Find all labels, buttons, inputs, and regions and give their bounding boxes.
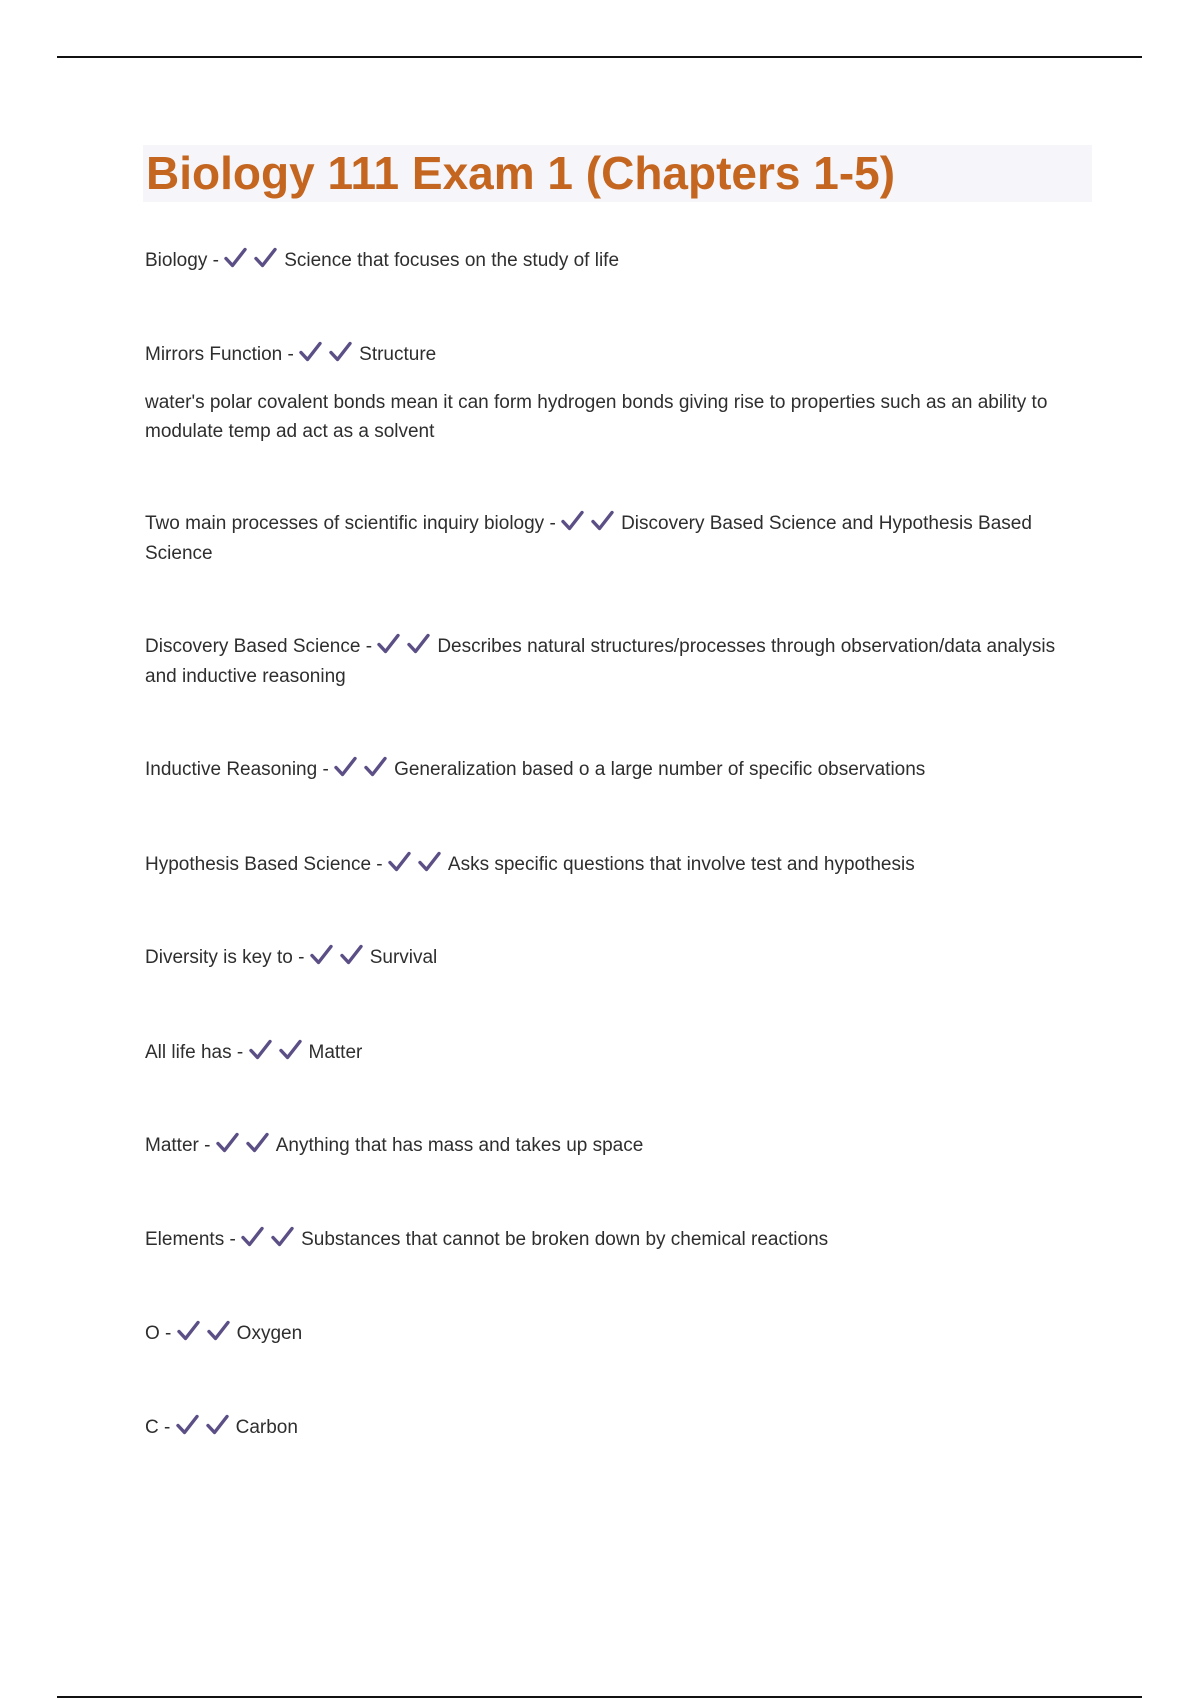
checkmark-icon: [279, 1039, 302, 1061]
flashcard-definition: Science that focuses on the study of life: [284, 250, 620, 271]
flashcard-definition: Anything that has mass and takes up space: [275, 1135, 644, 1156]
checkmark-icon: [561, 510, 584, 532]
term-separator: -: [207, 250, 225, 271]
flashcard-definition: Oxygen: [236, 1323, 303, 1344]
checkmark-icon: [254, 247, 277, 269]
term-separator: -: [198, 1135, 216, 1156]
flashcard-entry: [145, 632, 1090, 692]
flashcard-entry: [145, 1131, 1090, 1161]
flashcard-term: O: [145, 1323, 160, 1344]
bottom-rule: [57, 1696, 1142, 1698]
top-rule: [57, 56, 1142, 58]
term-separator: -: [282, 344, 300, 365]
checkmark-icon: [591, 510, 614, 532]
flashcard-entry: [145, 755, 1090, 785]
flashcard-definition: Carbon: [235, 1417, 298, 1438]
checkmark-icon: [299, 341, 322, 363]
flashcard-entry: [145, 1413, 1090, 1443]
checkmark-icon: [249, 1039, 272, 1061]
flashcard-definition: Generalization based o a large number of specific observations: [394, 759, 926, 780]
page-title: Biology 111 Exam 1 (Chapters 1-5): [146, 147, 896, 199]
term-separator: -: [371, 854, 388, 875]
flashcard-entry: [145, 1038, 1090, 1068]
checkmark-icon: [407, 633, 430, 655]
checkmark-icon: [329, 341, 352, 363]
term-separator: -: [159, 1323, 177, 1344]
flashcard-term: Diversity is key to: [145, 947, 293, 968]
checkmark-icon: [418, 851, 441, 873]
flashcard-definition: Survival: [369, 947, 438, 968]
flashcard-term: All life has: [145, 1042, 232, 1063]
term-separator: -: [158, 1417, 176, 1438]
flashcard-term: Mirrors Function: [145, 344, 283, 365]
term-separator: -: [317, 759, 335, 780]
flashcard-entry: [145, 509, 1090, 569]
flashcard-entry: [145, 943, 1090, 973]
checkmark-icon: [206, 1414, 229, 1436]
flashcard-term: Elements: [145, 1229, 225, 1250]
checkmark-icon: [310, 944, 333, 966]
flashcard-term: Hypothesis Based Science: [145, 854, 372, 875]
checkmark-icon: [271, 1226, 294, 1248]
checkmark-icon: [377, 633, 400, 655]
flashcard-entry: [145, 246, 1090, 276]
checkmark-icon: [340, 944, 363, 966]
flashcard-term: Matter: [145, 1135, 199, 1156]
checkmark-icon: [334, 756, 357, 778]
flashcard-term: Two main processes of scientific inquiry biology: [145, 513, 545, 534]
flashcard-term: Discovery Based Science: [145, 636, 361, 657]
flashcard-definition: Matter: [308, 1042, 363, 1063]
note-paragraph: water's polar covalent bonds mean it can form hydrogen bonds giving rise to properties such as an ability to modulate temp ad act as a solvent: [145, 392, 1048, 442]
term-separator: -: [231, 1042, 249, 1063]
checkmark-icon: [177, 1320, 200, 1342]
checkmark-icon: [216, 1132, 239, 1154]
flashcard-definition: Substances that cannot be broken down by chemical reactions: [301, 1229, 829, 1250]
checkmark-icon: [207, 1320, 230, 1342]
flashcard-definition: Asks specific questions that involve test and hypothesis: [447, 854, 915, 875]
term-separator: -: [292, 947, 310, 968]
checkmark-icon: [241, 1226, 264, 1248]
flashcard-term: Inductive Reasoning: [145, 759, 318, 780]
checkmark-icon: [246, 1132, 269, 1154]
flashcard-entry: [145, 1319, 1090, 1349]
checkmark-icon: [224, 247, 247, 269]
flashcard-definition: Structure: [359, 344, 437, 365]
flashcard-entry: [145, 1225, 1090, 1255]
term-separator: -: [544, 513, 562, 534]
flashcard-definition: Discovery Based Science and Hypothesis Based Science: [145, 513, 1032, 564]
flashcard-term: C: [145, 1417, 159, 1438]
checkmark-icon: [364, 756, 387, 778]
flashcard-entry: [145, 340, 1090, 370]
flashcard-term: Biology: [145, 250, 208, 271]
checkmark-icon: [388, 851, 411, 873]
term-separator: -: [224, 1229, 242, 1250]
flashcard-entry: [145, 850, 1090, 880]
term-separator: -: [360, 636, 378, 657]
checkmark-icon: [176, 1414, 199, 1436]
flashcard-definition: Describes natural structures/processes through observation/data analysis and inductive reasoning: [145, 636, 1056, 687]
